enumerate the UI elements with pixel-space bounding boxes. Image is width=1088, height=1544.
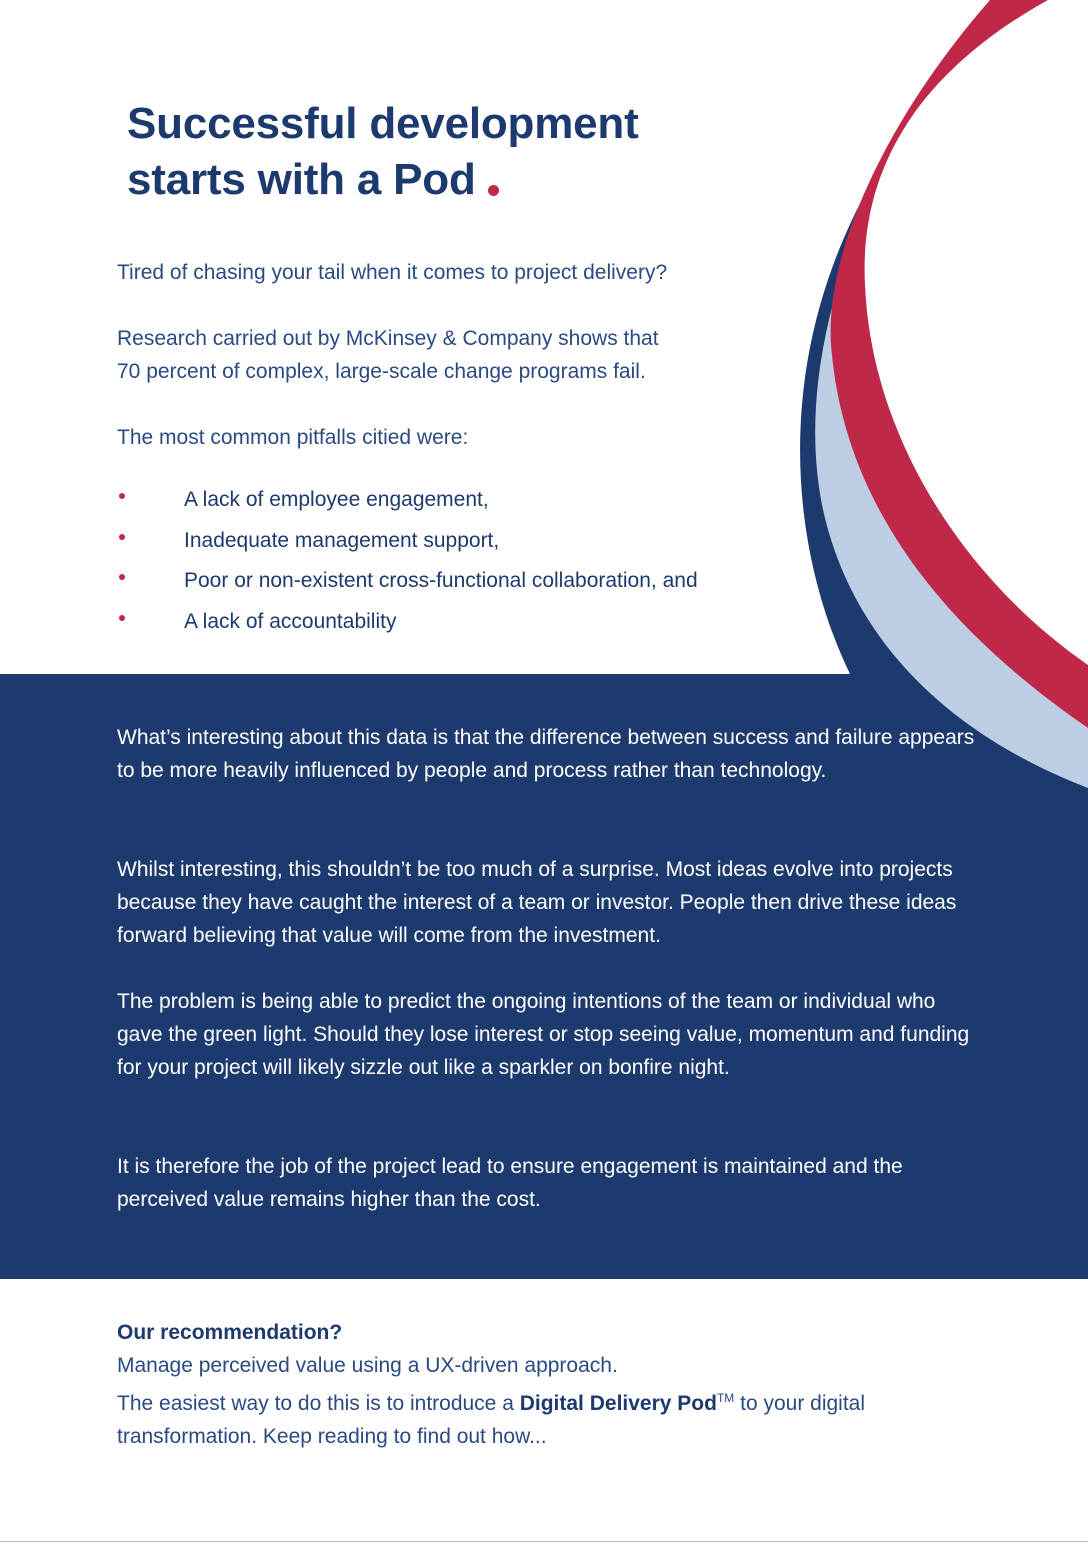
accent-dot: [488, 185, 499, 196]
footer-divider: [0, 1541, 1088, 1542]
product-name: Digital Delivery Pod: [519, 1392, 717, 1415]
title-line-2: starts with a Pod: [127, 155, 476, 204]
recommendation-line-1: Manage perceived value using a UX-driven approach.: [117, 1354, 618, 1377]
recommendation-line-2: The easiest way to do this is to introduce a Digital Delivery Pod™ to your digital transformation. Keep reading to find out how...: [117, 1391, 866, 1448]
bullet-icon: [119, 574, 125, 580]
trademark-mark: TM: [716, 1391, 735, 1405]
intro-research-line-2: 70 percent of complex, large-scale change programs fail.: [117, 360, 646, 383]
insight-paragraph-1: What’s interesting about this data is that the difference between success and failure appears to be more heavily influenced by people and process rather than technology.: [117, 726, 975, 782]
insight-paragraph-3: The problem is being able to predict the ongoing intentions of the team or individual who gave the green light. Should they lose interest or stop seeing value, momentum and funding for your project will likely sizzle out like a sparkler on bonfire night.: [117, 990, 970, 1079]
recommendation-section: [117, 1316, 977, 1453]
insight-paragraph-2: Whilst interesting, this shouldn’t be too much of a surprise. Most ideas evolve into projects because they have caught the interest of a team or investor. People then drive these ideas forward believing that value will come from the investment.: [117, 858, 957, 947]
insight-paragraph-4: It is therefore the job of the project lead to ensure engagement is maintained and the perceived value remains higher than the cost.: [117, 1155, 903, 1211]
bullet-icon: [119, 615, 125, 621]
bullet-icon: [119, 534, 125, 540]
page-title: [127, 96, 639, 208]
title-line-2-wrap: [127, 152, 639, 208]
title-line-1: Successful development: [127, 99, 639, 148]
bullet-icon: [119, 493, 125, 499]
intro-research-line-1: Research carried out by McKinsey & Company shows that: [117, 327, 659, 350]
recommendation-heading: Our recommendation?: [117, 1321, 343, 1344]
intro-question: Tired of chasing your tail when it comes to project delivery?: [117, 261, 668, 284]
intro-pitfalls-lead: The most common pitfalls citied were:: [117, 426, 469, 449]
